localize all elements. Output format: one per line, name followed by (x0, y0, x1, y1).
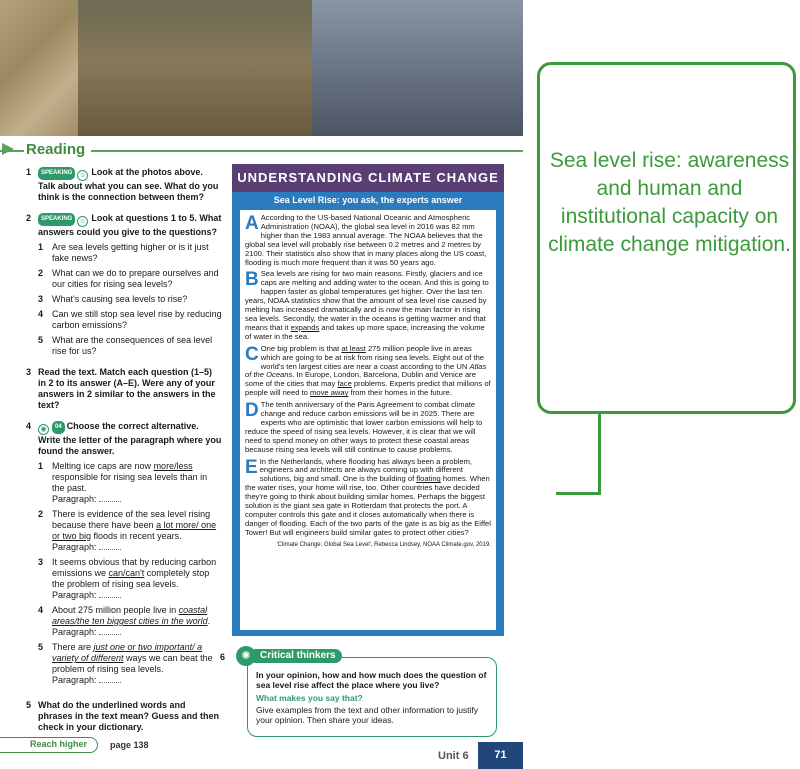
item-number: 2 (38, 268, 44, 278)
callout-text: Sea level rise: awareness and human and institutional capacity on climate change mitigation. (548, 149, 791, 256)
item-text: ways we can beat the problem of rising sea levels. (52, 653, 213, 674)
exercise-number: 1 (26, 167, 32, 177)
drop-cap: B (245, 269, 259, 291)
item-text: What can we do to prepare ourselves and our cities for rising sea levels? (52, 268, 219, 289)
exercise-number: 5 (26, 700, 32, 710)
callout-box (537, 62, 796, 414)
question-list (38, 242, 222, 357)
list-item (38, 461, 222, 505)
article-title: UNDERSTANDING CLIMATE CHANGE (232, 164, 504, 192)
speech-bubble-icon: ☺ (79, 172, 87, 179)
article-body (240, 210, 496, 630)
paragraph-text: The tenth anniversary of the Paris Agreement to combat climate change and reduce carbon emissions will be in 2025. There are experts who are optimistic that lower carbon emissions will help to reduce the speed of rising sea levels. However, it is clear that we will need to spend money on other ways to protect these coastal areas because rising sea levels will still continue to cause problems. (245, 400, 483, 454)
exercise-number: 3 (26, 367, 32, 377)
exercise-column (26, 167, 222, 743)
drop-cap: A (245, 213, 259, 234)
item-number: 3 (38, 294, 44, 304)
list-item (38, 605, 222, 638)
exercise-number: 6 (220, 652, 226, 662)
item-number: 4 (38, 309, 44, 319)
item-text: . Paragraph: (52, 616, 211, 637)
paragraph-text: and takes up more space, increasing the volume of water in the sea. (245, 322, 485, 341)
paragraph-label: Paragraph: (52, 542, 97, 552)
drop-cap: D (245, 400, 259, 422)
paragraph-text: In the Netherlands, where flooding has always been a problem, engineers and architects are always coming up with different solutions, big and small. One is the building of (259, 456, 473, 484)
section-title: Reading (24, 141, 91, 158)
critical-subheading: What makes you say that? (256, 693, 363, 703)
critical-thinkers-label: Critical thinkers (254, 649, 342, 663)
reach-higher-page: page 138 (110, 740, 149, 750)
list-item (38, 242, 222, 264)
exercise-instruction: What do the underlined words and phrases in the text mean? Guess and then check in your dictionary. (38, 700, 220, 732)
critical-instruction: Give examples from the text and other information to justify your opinion. Then share your ideas. (256, 705, 479, 725)
paragraph-e (245, 458, 491, 538)
list-item (38, 642, 222, 686)
paragraph-text: homes. When the water rises, your home will rise, too. Other countries have decided they're going to think about building similar homes. Perhaps the biggest solution is the giant sea gate in Rotterdam that protects the port. A computer controls this gate and it closes automatically when there is danger of flooding. Each of the two parts of the gate is as big as the Eiffel Tower! But will engineers build similar gates to protect other cities? (245, 474, 491, 537)
paragraph-d (245, 401, 491, 454)
paragraph-text: from their homes in the future. (348, 388, 452, 398)
paragraph-text: According to the US-based National Oceanic and Atmospheric Administration (NOAA), the global sea level in 2016 was 82 mm higher than the 1983 annual average. The NOAA believes that the global sea level will probably rise between 0.2 metres and 2 metres by 2100. Their statistics also show that in many places along the US coast, flooding is much more frequent than it was 50 years ago. (245, 213, 487, 267)
list-item (38, 309, 222, 331)
item-number: 2 (38, 509, 44, 519)
item-number: 5 (38, 335, 44, 345)
choice-alternatives: a lot more/ one or two big (52, 520, 217, 541)
underlined-word: face (337, 379, 352, 389)
exercise-number: 4 (26, 421, 32, 431)
paragraph-answer (52, 590, 222, 601)
book-title: Atlas of the Oceans (245, 361, 487, 380)
item-number: 3 (38, 557, 44, 567)
exercise-instruction: Look at questions 1 to 5. What answers could you give to the questions? (38, 213, 222, 237)
item-number: 1 (38, 461, 44, 471)
item-text: What are the consequences of sea level rise for us? (52, 335, 213, 356)
critical-thinkers-box (241, 650, 497, 737)
item-text: There are (52, 642, 94, 652)
critical-thinkers-header (236, 646, 342, 666)
exercise-1 (26, 167, 222, 203)
item-text: Can we still stop sea level rise by reducing carbon emissions? (52, 309, 222, 330)
unit-label: Unit 6 (438, 750, 469, 762)
item-text: completely stop the problem of rising sea levels. (52, 568, 210, 589)
choice-alternatives: more/less (153, 461, 193, 471)
item-number: 5 (38, 642, 44, 652)
article-citation: 'Climate Change: Global Sea Level', Rebecca Lindsey, NOAA Climate.gov, 2019. (276, 541, 491, 548)
choice-alternatives: just one or two important/ a variety of different (52, 642, 203, 663)
item-text: Are sea levels getting higher or is it just fake news? (52, 242, 209, 263)
item-text: floods in recent years. (91, 531, 182, 541)
critical-question: In your opinion, how and how much does the question of sea level rise affect the place where you live? (256, 670, 487, 690)
photo-farmland (0, 0, 78, 136)
speaking-badge: SPEAKING (38, 213, 75, 226)
underlined-word: at least (341, 343, 366, 353)
exercise-instruction: Look at the photos above. Talk about what you can see. What do you think is the connection between them? (38, 167, 219, 202)
callout-connector (598, 414, 601, 494)
paragraph-label: Paragraph: (52, 494, 97, 504)
list-item (38, 557, 222, 601)
paragraph-b (245, 270, 491, 341)
speech-bubble-icon: ☺ (79, 218, 87, 225)
exercise-instruction: Choose the correct alternative. Write the letter of the paragraph where you found the answer. (38, 421, 222, 456)
callout-connector (556, 492, 601, 495)
page-number: 71 (478, 742, 523, 769)
article-box (232, 164, 504, 636)
exercise-2 (26, 213, 222, 357)
item-number: 4 (38, 605, 44, 615)
paragraph-text: One big problem is that (260, 343, 342, 353)
choice-alternatives: can/can't (108, 568, 145, 578)
paragraph-label: Paragraph: (52, 675, 97, 685)
answer-blank[interactable] (99, 542, 121, 550)
paragraph-text: problems. Experts predict that millions of people will need to (245, 379, 491, 398)
drop-cap: C (245, 343, 259, 365)
paragraph-text: 275 million people live in areas which are going to be at risk from rising sea levels. Eight out of the world's ten largest cities are near a coast according to the UN (260, 343, 485, 371)
brain-icon: ✺ (236, 646, 256, 666)
photo-parliament-building (78, 0, 312, 136)
exercise-number: 2 (26, 213, 32, 223)
paragraph-text: Sea levels are rising for two main reasons. Firstly, glaciers and ice caps are melting and adding water to the ocean. And this is going to happen faster as global temperatures get higher. Over the last ten years, NOAA statistics show that the amount of sea level rise caused by melting has increased dramatically and is now the main factor in rising sea levels. Secondly, the water in the oceans is getting warmer and that means that it (245, 269, 489, 332)
item-text: Melting ice caps are now (52, 461, 154, 471)
item-text: There is evidence of the sea level rising because there have been (52, 509, 211, 530)
underlined-word: expands (290, 322, 320, 332)
answer-blank[interactable] (99, 590, 121, 598)
item-text: responsible for rising sea levels than in the past. (52, 472, 208, 493)
drop-cap: E (245, 456, 258, 478)
audio-track-badge: 04 (52, 421, 65, 434)
reach-higher-tab[interactable]: Reach higher (0, 737, 98, 753)
paragraph-answer (52, 675, 222, 686)
paragraph-text: . In Europe, London, Barcelona, Dublin and Venice are some of the cities that may (245, 370, 476, 389)
exercise-3 (26, 367, 222, 411)
paragraph-answer (52, 542, 222, 553)
alternative-list (38, 461, 222, 686)
choice-alternatives: coastal areas/the ten biggest cities in the world (52, 605, 208, 626)
exercise-4 (26, 421, 222, 686)
list-item (38, 268, 222, 290)
exercise-5 (26, 700, 222, 733)
item-text: It seems obvious that by reducing carbon emissions we (52, 557, 217, 578)
paragraph-label: Paragraph: (52, 590, 97, 600)
item-text: About 275 million people live in (52, 605, 179, 615)
answer-blank[interactable] (99, 627, 121, 635)
audio-icon[interactable]: ◉ (38, 424, 49, 435)
paragraph-a (245, 214, 491, 267)
paragraph-answer (52, 494, 222, 505)
item-text: What's causing sea levels to rise? (52, 294, 188, 304)
exercise-instruction: Read the text. Match each question (1–5) in 2 to its answer (A–E). Were any of your answers in 2 similar to the answers in the text? (38, 367, 216, 410)
article-subtitle: Sea Level Rise: you ask, the experts answer (273, 195, 463, 205)
speaking-badge: SPEAKING (38, 167, 75, 180)
photo-storm-surge-barrier (312, 0, 523, 136)
item-number: 1 (38, 242, 44, 252)
answer-blank[interactable] (99, 675, 121, 683)
list-item (38, 335, 222, 357)
list-item (38, 294, 222, 305)
list-item (38, 509, 222, 553)
section-arrow-icon (2, 143, 14, 155)
underlined-word: floating (416, 474, 441, 484)
answer-blank[interactable] (99, 494, 121, 502)
underlined-word: move away (310, 388, 349, 398)
paragraph-c (245, 345, 491, 398)
